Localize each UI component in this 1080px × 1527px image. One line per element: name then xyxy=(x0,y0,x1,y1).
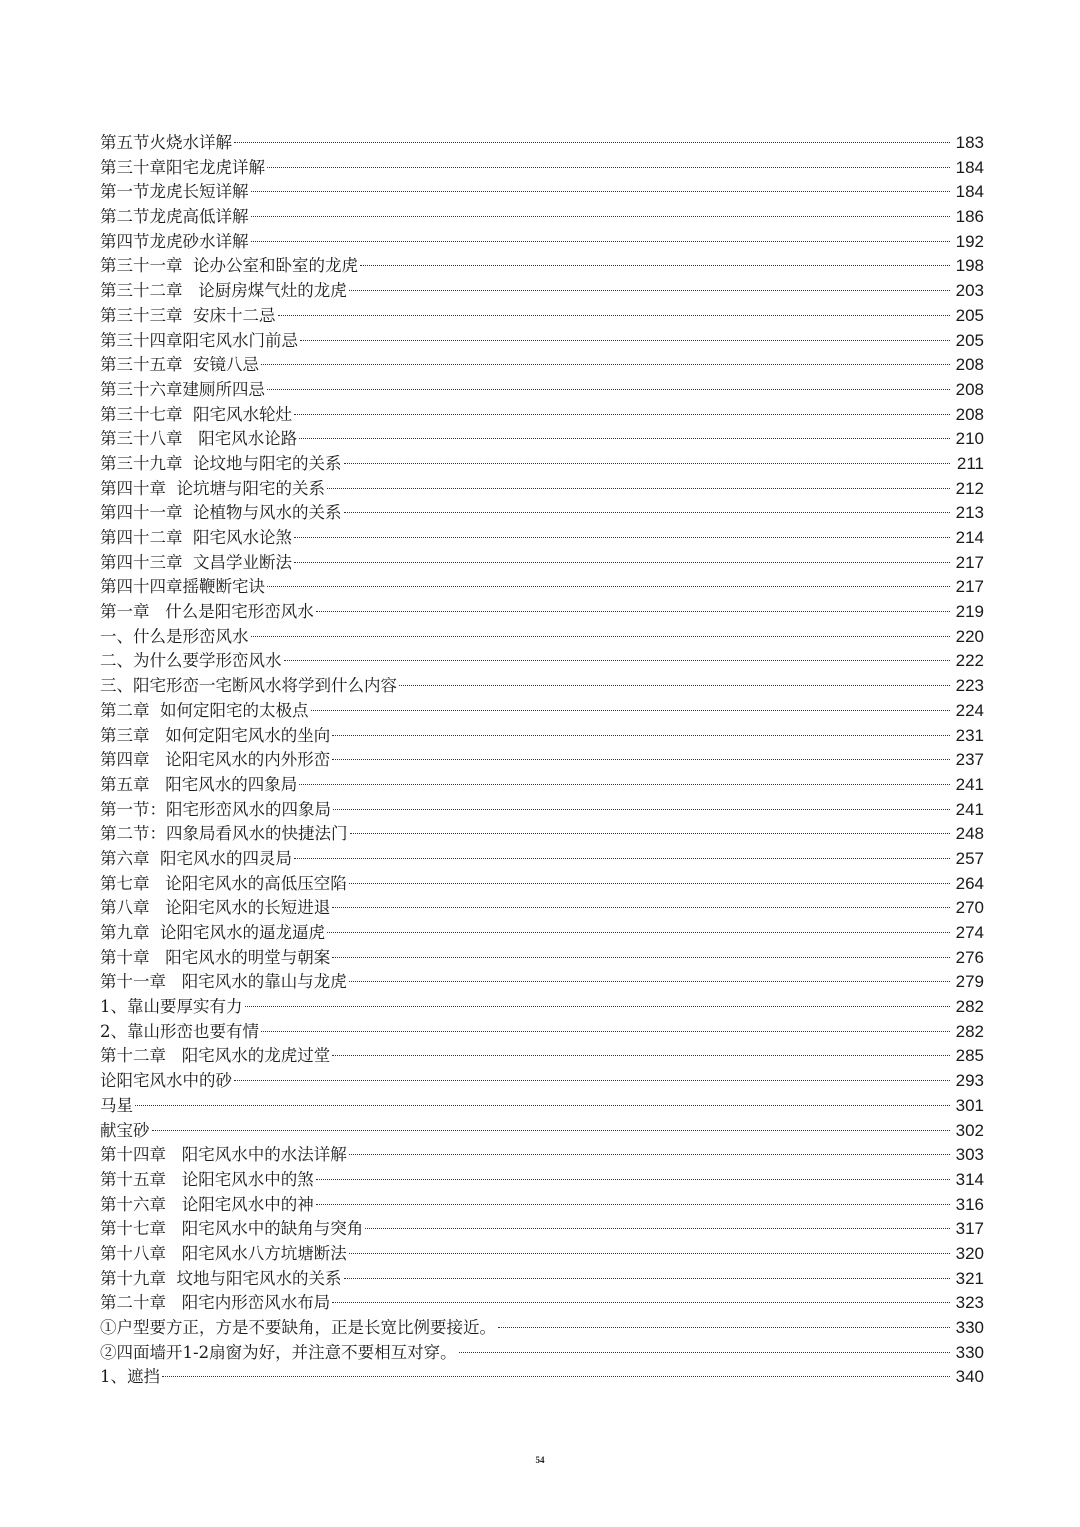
toc-entry xyxy=(100,1119,984,1144)
toc-dot-leader xyxy=(162,1375,950,1377)
toc-entry-title: 第三十六章建厕所四忌 xyxy=(100,379,265,399)
toc-entry xyxy=(100,1193,984,1218)
toc-entry-page: 257 xyxy=(955,848,984,868)
toc-entry xyxy=(100,724,984,749)
toc-dot-leader xyxy=(267,166,950,168)
toc-entry-title: 第一节龙虎长短详解 xyxy=(100,182,249,202)
toc-dot-leader xyxy=(332,906,950,908)
toc-dot-leader xyxy=(278,314,951,316)
toc-dot-leader xyxy=(332,758,950,760)
toc-dot-leader xyxy=(294,561,950,563)
toc-dot-leader xyxy=(234,1079,950,1081)
toc-entry xyxy=(100,748,984,773)
toc-entry xyxy=(100,699,984,724)
toc-entry-page: 293 xyxy=(955,1071,984,1091)
toc-dot-leader xyxy=(327,931,950,933)
toc-dot-leader xyxy=(316,1178,950,1180)
toc-entry-page: 220 xyxy=(955,626,984,646)
toc-dot-leader xyxy=(344,511,951,513)
toc-entry-title: 一、什么是形峦风水 xyxy=(100,626,249,646)
toc-entry xyxy=(100,1291,984,1316)
toc-entry xyxy=(100,205,984,230)
toc-entry-page: 237 xyxy=(955,750,984,770)
toc-entry-page: 317 xyxy=(955,1219,984,1239)
toc-entry-title: 第三十七章 阳宅风水轮灶 xyxy=(100,404,292,424)
toc-entry-title: 第三十九章 论坟地与阳宅的关系 xyxy=(100,453,342,473)
toc-entry-page: 205 xyxy=(955,330,984,350)
toc-entry-title: 马星 xyxy=(100,1095,133,1115)
toc-entry-title: 第十一章 阳宅风水的靠山与龙虎 xyxy=(100,972,347,992)
toc-entry-title: 第四十三章 文昌学业断法 xyxy=(100,552,292,572)
toc-entry-page: 186 xyxy=(955,207,984,227)
toc-entry-title: 第三十二章 论厨房煤气灶的龙虎 xyxy=(100,281,347,301)
toc-dot-leader xyxy=(349,980,950,982)
toc-dot-leader xyxy=(261,1030,950,1032)
toc-entry-page: 340 xyxy=(955,1367,984,1387)
toc-entry-page: 223 xyxy=(955,676,984,696)
toc-entry-title: 第一节：阳宅形峦风水的四象局 xyxy=(100,799,331,819)
toc-entry-title: 第三章 如何定阳宅风水的坐向 xyxy=(100,725,331,745)
toc-entry xyxy=(100,822,984,847)
toc-entry-title: 三、阳宅形峦一宅断风水将学到什么内容 xyxy=(100,676,397,696)
toc-dot-leader xyxy=(251,215,951,217)
toc-entry xyxy=(100,896,984,921)
toc-entry-title: 第二节：四象局看风水的快捷法门 xyxy=(100,824,348,844)
toc-entry xyxy=(100,131,984,156)
page-number: 54 xyxy=(535,1455,545,1465)
toc-entry xyxy=(100,378,984,403)
toc-entry-page: 279 xyxy=(955,972,984,992)
toc-dot-leader xyxy=(245,1005,951,1007)
toc-entry-page: 276 xyxy=(955,947,984,967)
toc-entry xyxy=(100,674,984,699)
toc-entry-page: 198 xyxy=(955,256,984,276)
toc-entry-page: 241 xyxy=(955,774,984,794)
toc-dot-leader xyxy=(152,1129,951,1131)
toc-entry-page: 210 xyxy=(955,429,984,449)
toc-dot-leader xyxy=(294,857,950,859)
toc-entry xyxy=(100,995,984,1020)
toc-entry xyxy=(100,304,984,329)
toc-entry xyxy=(100,1094,984,1119)
toc-entry-page: 184 xyxy=(955,157,984,177)
toc-entry-title: 第九章 论阳宅风水的逼龙逼虎 xyxy=(100,923,325,942)
toc-entry xyxy=(100,1365,984,1390)
toc-entry-page: 285 xyxy=(955,1046,984,1066)
toc-entry-page: 184 xyxy=(955,182,984,202)
toc-entry xyxy=(100,946,984,971)
toc-entry-page: 323 xyxy=(955,1293,984,1313)
toc-dot-leader xyxy=(299,783,950,785)
table-of-contents xyxy=(100,131,984,1390)
toc-entry-title: 第五章 阳宅风水的四象局 xyxy=(100,774,298,794)
toc-entry-title: 2、靠山形峦也要有情 xyxy=(100,1021,259,1041)
toc-entry-page: 303 xyxy=(955,1145,984,1165)
toc-entry xyxy=(100,329,984,354)
toc-entry-title: 第十章 阳宅风水的明堂与朝案 xyxy=(100,947,331,967)
toc-entry-title: 论阳宅风水中的砂 xyxy=(100,1071,232,1091)
toc-dot-leader xyxy=(344,1277,951,1279)
toc-entry xyxy=(100,798,984,823)
toc-entry-title: 二、为什么要学形峦风水 xyxy=(100,651,282,671)
toc-dot-leader xyxy=(261,363,950,365)
toc-entry-page: 264 xyxy=(955,873,984,893)
toc-dot-leader xyxy=(349,882,950,884)
toc-entry-title: 第四节龙虎砂水详解 xyxy=(100,231,249,251)
toc-entry xyxy=(100,551,984,576)
toc-entry-page: 213 xyxy=(955,503,984,523)
toc-entry-page: 208 xyxy=(955,404,984,424)
toc-dot-leader xyxy=(399,684,950,686)
toc-entry-title: 第二节龙虎高低详解 xyxy=(100,207,249,227)
toc-entry-title: 献宝砂 xyxy=(100,1120,150,1140)
toc-dot-leader xyxy=(267,388,950,390)
toc-dot-leader xyxy=(135,1104,950,1106)
toc-entry xyxy=(100,1341,984,1366)
toc-entry-title: 第六章 阳宅风水的四灵局 xyxy=(100,848,292,868)
toc-entry-title: 1、遮挡 xyxy=(100,1367,160,1387)
toc-entry-title: 第三十三章 安床十二忌 xyxy=(100,305,276,325)
toc-entry-page: 212 xyxy=(955,478,984,498)
toc-entry-page: 330 xyxy=(955,1318,984,1337)
toc-dot-leader xyxy=(234,141,950,143)
toc-entry-title: 第四十二章 阳宅风水论煞 xyxy=(100,528,292,547)
toc-entry-title: 第五节火烧水详解 xyxy=(100,133,232,152)
toc-entry-title: 第十二章 阳宅风水的龙虎过堂 xyxy=(100,1046,331,1066)
toc-dot-leader xyxy=(316,1203,950,1205)
toc-entry-page: 222 xyxy=(955,651,984,671)
toc-dot-leader xyxy=(294,536,950,538)
toc-entry-title: 第十八章 阳宅风水八方坑塘断法 xyxy=(100,1243,347,1263)
toc-entry-page: 217 xyxy=(955,552,984,572)
toc-entry xyxy=(100,649,984,674)
toc-dot-leader xyxy=(294,413,950,415)
toc-entry-title: 第十六章 论阳宅风水中的神 xyxy=(100,1194,314,1214)
toc-entry-title: ①户型要方正，方是不要缺角，正是长宽比例要接近。 xyxy=(100,1318,496,1337)
toc-dot-leader xyxy=(332,734,950,736)
toc-entry-title: 第三十一章 论办公室和卧室的龙虎 xyxy=(100,256,358,276)
toc-entry-page: 321 xyxy=(955,1268,984,1288)
toc-dot-leader xyxy=(349,1252,950,1254)
toc-entry-page: 282 xyxy=(955,1021,984,1041)
toc-dot-leader xyxy=(299,437,950,439)
toc-dot-leader xyxy=(349,1153,950,1155)
toc-dot-leader xyxy=(284,659,951,661)
toc-dot-leader xyxy=(344,462,951,464)
toc-entry-page: 208 xyxy=(955,355,984,375)
toc-entry-title: 第十五章 论阳宅风水中的煞 xyxy=(100,1169,314,1189)
toc-entry-page: 274 xyxy=(955,923,984,942)
toc-entry xyxy=(100,254,984,279)
toc-entry-page: 231 xyxy=(955,725,984,745)
toc-entry xyxy=(100,1267,984,1292)
toc-entry xyxy=(100,1020,984,1045)
toc-entry-title: 第二章 如何定阳宅的太极点 xyxy=(100,700,309,720)
toc-dot-leader xyxy=(251,635,951,637)
toc-dot-leader xyxy=(251,240,951,242)
toc-entry-page: 183 xyxy=(955,133,984,152)
toc-dot-leader xyxy=(349,289,950,291)
toc-entry xyxy=(100,477,984,502)
toc-entry-page: 248 xyxy=(955,824,984,844)
toc-entry xyxy=(100,847,984,872)
toc-entry-title: 第八章 论阳宅风水的长短进退 xyxy=(100,898,331,918)
toc-entry xyxy=(100,526,984,551)
toc-entry xyxy=(100,773,984,798)
toc-entry xyxy=(100,575,984,600)
toc-entry xyxy=(100,1069,984,1094)
toc-entry-title: 第十九章 坟地与阳宅风水的关系 xyxy=(100,1268,342,1288)
toc-entry xyxy=(100,600,984,625)
toc-entry xyxy=(100,452,984,477)
toc-entry xyxy=(100,501,984,526)
toc-entry-page: 192 xyxy=(955,231,984,251)
toc-entry-title: 第七章 论阳宅风水的高低压空陷 xyxy=(100,873,347,893)
toc-entry xyxy=(100,1143,984,1168)
toc-entry-title: 第四十四章摇鞭断宅诀 xyxy=(100,577,265,597)
toc-entry-title: 第三十八章 阳宅风水论路 xyxy=(100,429,298,449)
toc-entry xyxy=(100,625,984,650)
toc-entry xyxy=(100,156,984,181)
toc-entry-title: 第四十一章 论植物与风水的关系 xyxy=(100,503,342,523)
toc-entry-title: 第三十五章 安镜八忌 xyxy=(100,355,259,375)
toc-entry-page: 302 xyxy=(955,1120,984,1140)
toc-entry-title: 第四十章 论坑塘与阳宅的关系 xyxy=(100,478,325,498)
toc-entry-page: 241 xyxy=(955,799,984,819)
toc-dot-leader xyxy=(251,190,951,192)
toc-entry xyxy=(100,872,984,897)
toc-entry-page: 301 xyxy=(955,1095,984,1115)
toc-entry-page: 208 xyxy=(955,379,984,399)
toc-dot-leader xyxy=(311,709,951,711)
toc-entry xyxy=(100,230,984,255)
toc-entry-title: 第二十章 阳宅内形峦风水布局 xyxy=(100,1293,331,1313)
toc-dot-leader xyxy=(332,1054,950,1056)
toc-entry xyxy=(100,1044,984,1069)
toc-entry xyxy=(100,1168,984,1193)
toc-entry-page: 217 xyxy=(955,577,984,597)
toc-dot-leader xyxy=(332,956,950,958)
toc-entry-title: 第三十四章阳宅风水门前忌 xyxy=(100,330,298,350)
toc-entry xyxy=(100,1217,984,1242)
toc-entry-page: 270 xyxy=(955,898,984,918)
toc-dot-leader xyxy=(327,487,950,489)
toc-dot-leader xyxy=(365,1227,950,1229)
toc-dot-leader xyxy=(316,610,950,612)
toc-entry-title: 第一章 什么是阳宅形峦风水 xyxy=(100,602,314,622)
toc-entry-title: 第十七章 阳宅风水中的缺角与突角 xyxy=(100,1219,364,1239)
toc-dot-leader xyxy=(332,1301,950,1303)
toc-entry-title: 第十四章 阳宅风水中的水法详解 xyxy=(100,1145,347,1165)
toc-entry-page: 211 xyxy=(956,453,984,473)
toc-entry-page: 316 xyxy=(955,1194,984,1214)
toc-dot-leader xyxy=(498,1326,950,1328)
toc-dot-leader xyxy=(267,585,950,587)
toc-entry xyxy=(100,1316,984,1341)
toc-entry-page: 219 xyxy=(955,602,984,622)
toc-dot-leader xyxy=(333,808,950,810)
toc-dot-leader xyxy=(300,339,950,341)
toc-entry-page: 282 xyxy=(955,997,984,1017)
toc-entry-page: 205 xyxy=(955,305,984,325)
toc-entry-page: 314 xyxy=(955,1169,984,1189)
toc-entry xyxy=(100,427,984,452)
toc-entry-page: 203 xyxy=(955,281,984,301)
toc-entry-page: 320 xyxy=(955,1243,984,1263)
toc-dot-leader xyxy=(350,832,951,834)
toc-entry-title: 第三十章阳宅龙虎详解 xyxy=(100,157,265,177)
toc-entry xyxy=(100,921,984,946)
toc-entry xyxy=(100,1242,984,1267)
toc-entry-page: 214 xyxy=(955,528,984,547)
toc-entry xyxy=(100,970,984,995)
toc-entry-title: 1、靠山要厚实有力 xyxy=(100,997,243,1017)
toc-entry-title: 第四章 论阳宅风水的内外形峦 xyxy=(100,750,331,770)
toc-entry xyxy=(100,403,984,428)
toc-entry-page: 224 xyxy=(955,700,984,720)
toc-entry-title: ②四面墙开1-2扇窗为好，并注意不要相互对穿。 xyxy=(100,1342,457,1362)
toc-entry xyxy=(100,180,984,205)
toc-dot-leader xyxy=(360,264,950,266)
toc-entry-page: 330 xyxy=(955,1342,984,1362)
toc-dot-leader xyxy=(459,1351,950,1353)
toc-entry xyxy=(100,353,984,378)
toc-entry xyxy=(100,279,984,304)
